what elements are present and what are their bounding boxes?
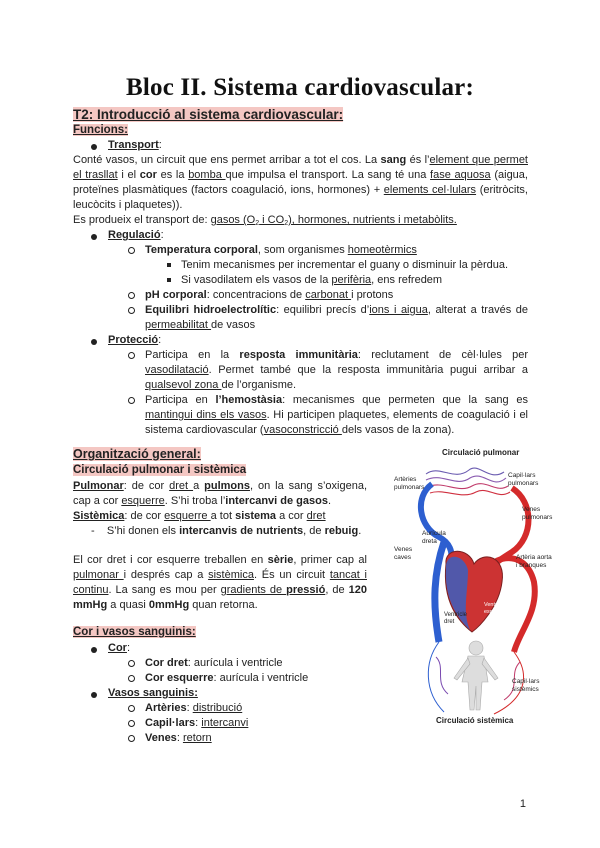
pulmonar-line2: cap a cor esquerre. S’hi troba l’intercanvi de gasos.: [73, 495, 332, 507]
section-heading-t2: T2: Introducció al sistema cardiovascular:: [73, 107, 344, 122]
resp-line2: vasodilatació. Permet també que la resposta immunitària pugui arribar a: [145, 364, 528, 376]
transport-p1: Conté vasos, un circuit que ens permet arribar a tot el cos. La sang és l’element que permet: [73, 154, 528, 166]
hem-line2: mantingui dins els vasos. Hi participen plaquetes, elements de coagulació i el: [145, 409, 528, 421]
transport-label: Transport:: [108, 139, 162, 151]
page-title: Bloc II. Sistema cardiovascular:: [125, 74, 475, 101]
funcions-heading: Funcions:: [73, 124, 128, 136]
label-auricula-dreta: Aurícula dreta: [422, 530, 446, 545]
circulation-diagram: [384, 442, 553, 732]
sistemica-line: Sistèmica: de cor esquerre a tot sistema a cor dret: [73, 510, 326, 522]
vasos-label: Vasos sanguinis:: [108, 687, 198, 699]
eq-line: Equilibri hidroelectrolític: equilibri precís d’ions i aigua, alterat a través de: [145, 304, 528, 316]
circle-bullet: [128, 720, 135, 727]
circle-bullet: [128, 292, 135, 299]
label-ventricle-esquerre: Ventricle esquerre: [484, 602, 506, 615]
cor-dret: Cor dret: aurícula i ventricle: [145, 657, 283, 669]
diagram-title-sistemica: Circulació sistèmica: [436, 716, 514, 725]
label-venes-pulmonars: Venes pulmonars: [522, 506, 553, 521]
proteccio-label: Protecció:: [108, 334, 162, 346]
dash-line: - S’hi donen els intercanvis de nutrients, de rebuig.: [91, 525, 362, 537]
pulmonar-line1: Pulmonar: de cor dret a pulmons, on la sang s’oxigena,: [73, 480, 368, 492]
hem-line3: sistema cardiovascular (vasoconstricció dels vasos de la zona).: [145, 424, 455, 436]
transport-p5: Es produeix el transport de: gasos ($O_2$ i $CO_2$), hormones, nutrients i metabòlits.: [73, 214, 457, 227]
regulacio-label: Regulació:: [108, 229, 164, 241]
circle-bullet: [128, 307, 135, 314]
org-heading: Organització general:: [73, 447, 201, 461]
venes-line: Venes: retorn: [145, 732, 212, 744]
org-sub: Circulació pulmonar i sistèmica: [73, 464, 247, 476]
cor-para-3: continu. La sang es mou per gradients de pressió, de 120: [73, 584, 367, 596]
vasos-heading: Cor i vasos sanguinis:: [73, 626, 196, 638]
circle-bullet: [128, 705, 135, 712]
transport-p4: leucòcits i plaquetes)).: [73, 199, 183, 211]
arteries-line: Artèries: distribució: [145, 702, 243, 714]
bullet: [91, 692, 97, 698]
circle-bullet: [128, 352, 135, 359]
cor-para-1: El cor dret i cor esquerre treballen en sèrie, primer cap al: [73, 554, 367, 566]
label-arteria-aorta: Artèria aorta i branques: [516, 554, 552, 569]
hem-line1: Participa en l’hemostàsia: mecanismes que permeten que la sang es: [145, 394, 528, 406]
bullet: [91, 144, 97, 150]
sq2-line: Si vasodilatem els vasos de la perifèria, ens refredem: [181, 274, 443, 286]
label-ventricle-dret: Ventricle dret: [444, 612, 468, 625]
label-venes-caves: Venes caves: [394, 546, 413, 561]
bullet: [91, 339, 97, 345]
bullet: [91, 647, 97, 653]
label-capillars-pulmonars: Capil·lars pulmonars: [508, 472, 539, 487]
circle-bullet: [128, 735, 135, 742]
circle-bullet: [128, 675, 135, 682]
label-auricula-esquerra: Aurícula esquerra: [500, 590, 524, 603]
resp-line1: Participa en la resposta immunitària: reclutament de cèl·lules per: [145, 349, 529, 361]
eq-line2: permeabilitat de vasos: [145, 319, 256, 331]
capillars-line: Capil·lars: intercanvi: [145, 717, 249, 729]
cor-para-4: mmHg a quasi 0mmHg quan retorna.: [73, 599, 258, 611]
cor-label: Cor:: [108, 642, 131, 654]
page-number: 1: [519, 798, 526, 810]
transport-p2: el trasllat i el cor es la bomba que impulsa el transport. La sang té una fase aquosa (aigua,: [73, 169, 528, 181]
diagram-title-pulmonar: Circulació pulmonar: [442, 448, 520, 457]
label-arteries-pulmonars: Artèries pulmonars: [394, 476, 425, 491]
bullet: [91, 234, 97, 240]
circle-bullet: [128, 247, 135, 254]
ph-line: pH corporal: concentracions de carbonat i protons: [145, 289, 394, 301]
circle-bullet: [128, 397, 135, 404]
square-bullet: [167, 278, 171, 282]
resp-line3: qualsevol zona de l’organisme.: [145, 379, 297, 391]
temp-line: Temperatura corporal, som organismes homeotèrmics: [145, 244, 417, 256]
sq1-line: Tenim mecanismes per incrementar el guany o disminuir la pèrdua.: [181, 259, 509, 271]
cor-esquerre: Cor esquerre: aurícula i ventricle: [145, 672, 309, 684]
label-capillars-sistemics: Capil·lars sistèmics: [512, 678, 540, 693]
circle-bullet: [128, 660, 135, 667]
square-bullet: [167, 263, 171, 267]
cor-para-2: pulmonar i després cap a sistèmica. És un circuit tancat i: [73, 569, 367, 581]
transport-p3: proteïnes plasmàtiques (factors coagulació, ions, hormones) + elements cel·lulars (eritròcits,: [73, 184, 528, 196]
